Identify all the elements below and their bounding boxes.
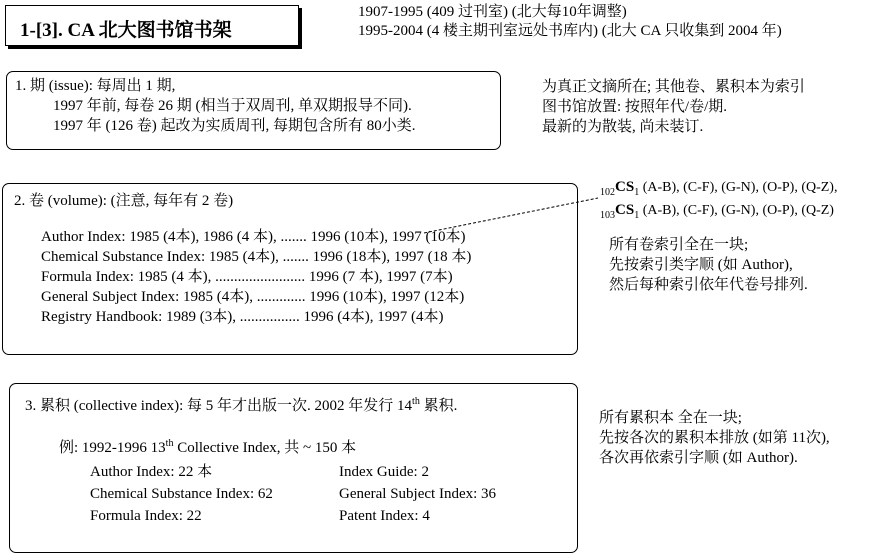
collective-left-2: Chemical Substance Index: 62 [90, 486, 273, 502]
header-note-2: 1995-2004 (4 楼主期刊室远处书库内) (北大 CA 只收集到 2004 年) [358, 23, 782, 39]
collective-right-2: General Subject Index: 36 [339, 486, 497, 502]
issue-heading: 1. 期 (issue): 每周出 1 期, [15, 78, 176, 94]
collective-note-1: 所有累积本 全在一块; [599, 410, 742, 426]
issue-line-3: 1997 年 (126 卷) 起改为实质周刊, 每期包含所有 80小类. [53, 118, 416, 134]
volume-note-3: 然后每种索引依年代卷号排列. [609, 277, 808, 293]
volume-row-author: Author Index: 1985 (4本), 1986 (4 本), ....... 1996 (10本), 1997 (10本) [41, 229, 466, 245]
collective-note-2: 先按各次的累积本排放 (如第 11次), [599, 430, 830, 446]
callout-row-103: $_{103}CS_1$ (A-B), (C-F), (G-N), (O-P), (Q-Z) [600, 202, 834, 221]
collective-note-3: 各次再依索引字顺 (如 Author). [599, 450, 798, 466]
collective-left-3: Formula Index: 22 [90, 508, 202, 524]
issue-note-1: 为真正文摘所在; 其他卷、累积本为索引 [542, 79, 805, 95]
header-note-1: 1907-1995 (409 过刊室) (北大每10年调整) [358, 4, 627, 20]
volume-row-chemical: Chemical Substance Index: 1985 (4本), ....... 1996 (18本), 1997 (18 本) [41, 249, 472, 265]
collective-right-3: Patent Index: 4 [339, 508, 430, 524]
volume-heading: 2. 卷 (volume): (注意, 每年有 2 卷) [14, 193, 234, 209]
page-title: 1-[3]. CA 北大图书馆书架 [20, 20, 232, 41]
collective-left-1: Author Index: 22 本 [90, 464, 213, 480]
collective-example: 例: 1992-1996 13th Collective Index, 共 ~ 150 本 [59, 438, 357, 456]
volume-note-2: 先按索引类字顺 (如 Author), [609, 257, 793, 273]
collective-right-1: Index Guide: 2 [339, 464, 429, 480]
volume-note-1: 所有卷索引全在一块; [609, 237, 749, 253]
volume-row-general: General Subject Index: 1985 (4本), ............. 1996 (10本), 1997 (12本) [41, 289, 465, 305]
issue-line-2: 1997 年前, 每卷 26 期 (相当于双周刊, 单双期报导不同). [53, 98, 412, 114]
issue-note-2: 图书馆放置: 按照年代/卷/期. [542, 99, 728, 115]
callout-row-102: $_{102}CS_1$ (A-B), (C-F), (G-N), (O-P), (Q-Z), [600, 179, 838, 198]
issue-note-3: 最新的为散装, 尚未装订. [542, 119, 704, 135]
volume-row-registry: Registry Handbook: 1989 (3本), ................ 1996 (4本), 1997 (4本) [41, 309, 444, 325]
collective-heading: 3. 累积 (collective index): 每 5 年才出版一次. 2002 年发行 14th 累积. [25, 396, 458, 414]
collective-box [9, 383, 578, 553]
volume-row-formula: Formula Index: 1985 (4 本), ........................ 1996 (7 本), 1997 (7本) [41, 269, 453, 285]
